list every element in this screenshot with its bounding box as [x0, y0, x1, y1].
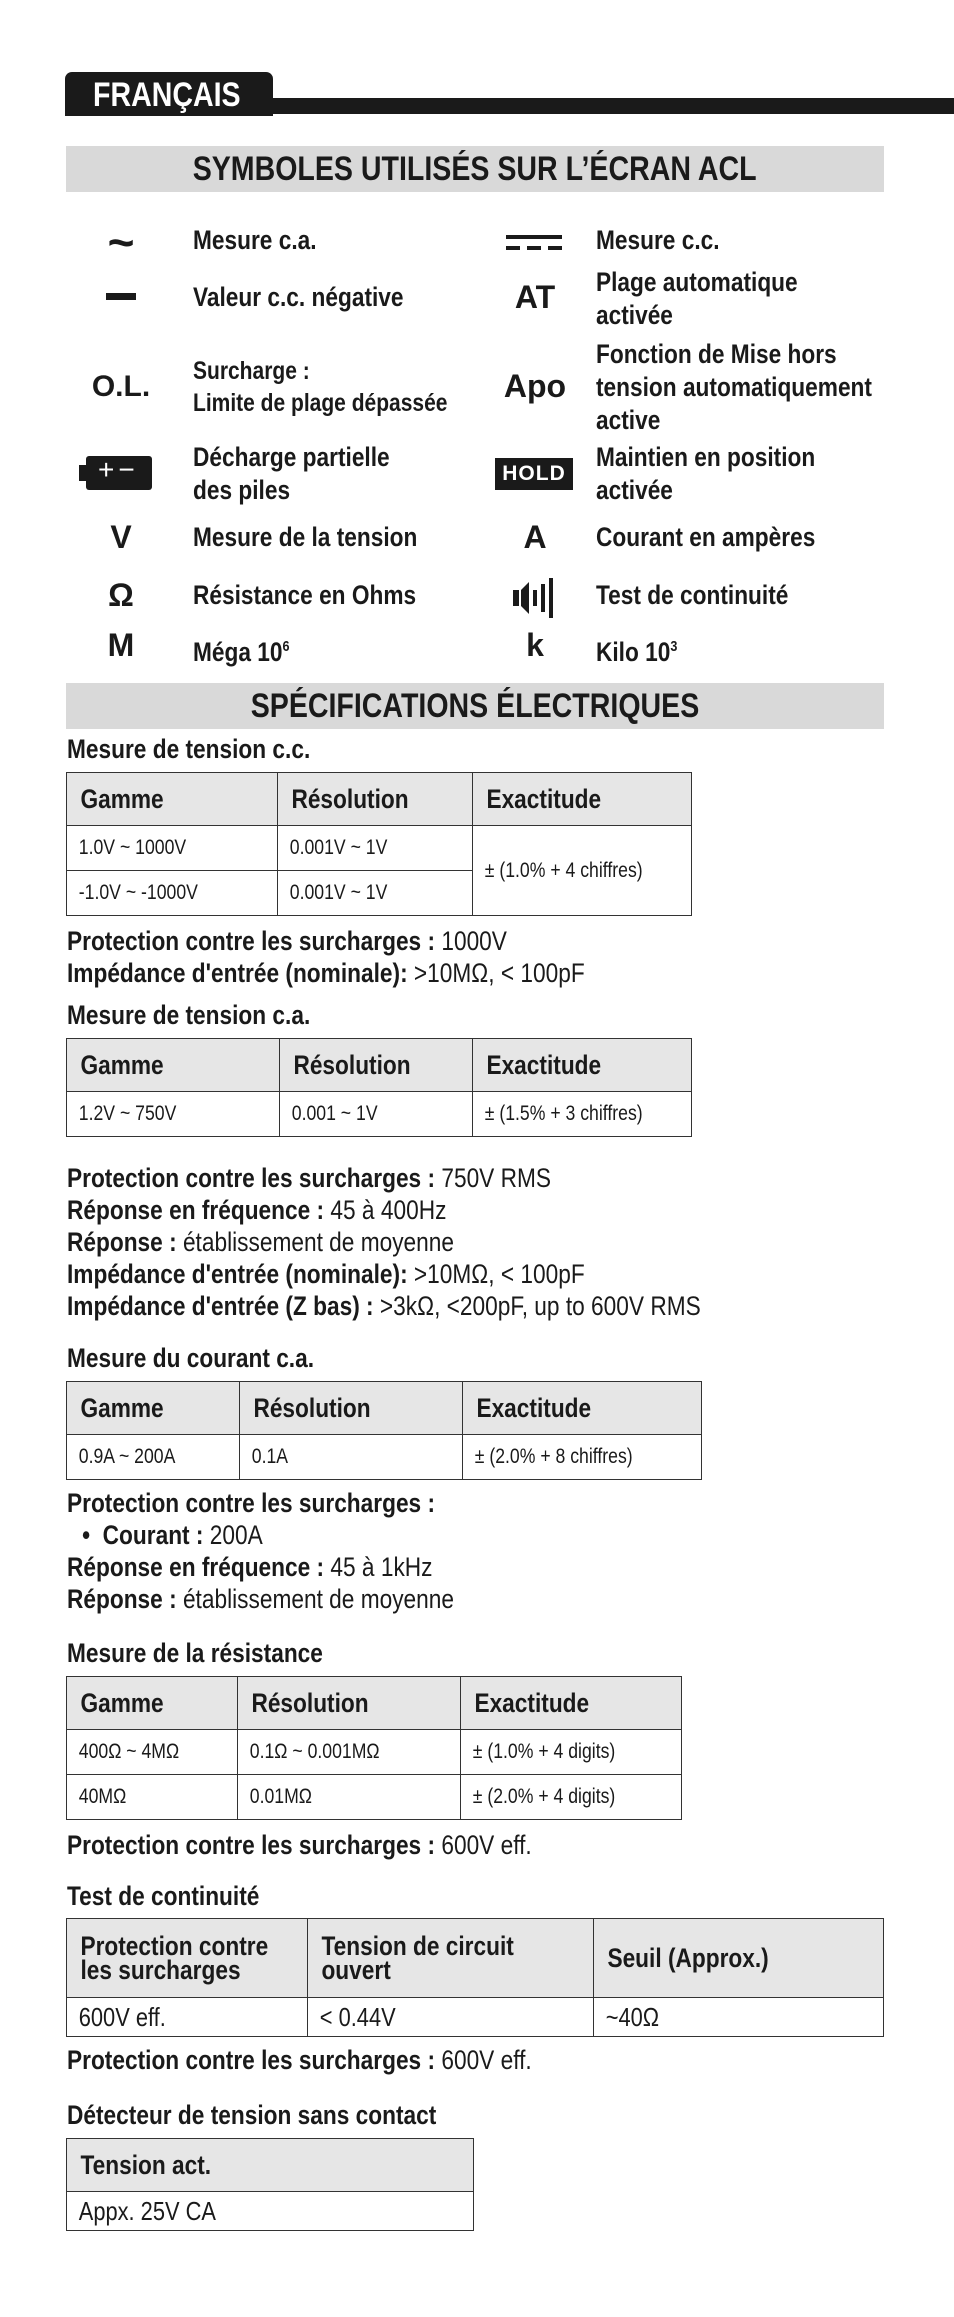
symbol-label-mega: Méga $10^6$: [193, 637, 290, 667]
table-header-row: Gamme Résolution Exactitude: [67, 1382, 702, 1435]
symbol-label-battery: Décharge partielle des piles: [193, 442, 390, 505]
language-label: FRANÇAIS: [93, 76, 241, 114]
ncv-title: Détecteur de tension sans contact: [67, 2100, 437, 2130]
continuity-icon: [513, 578, 557, 618]
ncv-table: [66, 2138, 474, 2231]
ac-voltage-notes: Protection contre les surcharges : 750V RMS Réponse en fréquence : 45 à 400Hz Réponse : établissement de moyenne Impédance d'entrée (nominale): >10MΩ, < 100pF Impédance d'entrée (Z bas) : >3kΩ, <200pF, up to 600V RMS: [67, 1163, 701, 1321]
table-row: 400Ω ~ 4MΩ 0.1Ω ~ 0.001MΩ ± (1.0% + 4 digits): [67, 1730, 682, 1775]
table-row: 40MΩ 0.01MΩ ± (2.0% + 4 digits): [67, 1775, 682, 1820]
dc-voltage-notes: Protection contre les surcharges : 1000V Impédance d'entrée (nominale): >10MΩ, < 100pF: [67, 926, 585, 988]
bullet: •: [82, 1520, 91, 1550]
symbol-label-voltage: Mesure de la tension: [193, 522, 418, 552]
continuity-note: Protection contre les surcharges : 600V eff.: [67, 2045, 532, 2075]
table-row: Appx. 25V CA: [67, 2192, 474, 2231]
symbol-label-ac: Mesure c.a.: [193, 225, 317, 255]
dc-voltage-title: Mesure de tension c.c.: [67, 734, 311, 764]
kilo-symbol: k: [526, 627, 544, 663]
symbols-title: SYMBOLES UTILISÉS SUR L’ÉCRAN ACL: [193, 150, 757, 188]
ac-current-title: Mesure du courant c.a.: [67, 1343, 315, 1373]
mega-symbol: M: [107, 627, 135, 663]
resistance-note: Protection contre les surcharges : 600V eff.: [67, 1830, 532, 1860]
table-row: 600V eff. < 0.44V ~40Ω: [67, 1998, 884, 2037]
language-tab: [65, 72, 273, 116]
ohm-symbol: Ω: [108, 577, 134, 613]
resistance-title: Mesure de la résistance: [67, 1638, 323, 1668]
symbol-label-continuity: Test de continuité: [596, 580, 789, 610]
table-header-row: Gamme Résolution Exactitude: [67, 1677, 682, 1730]
table-row: 1.2V ~ 750V 0.001 ~ 1V ± (1.5% + 3 chiffres): [67, 1092, 692, 1137]
overload-symbol: O.L.: [91, 370, 151, 403]
dc-voltage-table: [66, 772, 692, 916]
symbol-label-overload: Surcharge : Limite de plage dépassée: [193, 357, 448, 417]
ac-voltage-title: Mesure de tension c.a.: [67, 1000, 311, 1030]
dc-symbol-icon: [506, 233, 562, 253]
symbol-label-amps: Courant en ampères: [596, 522, 816, 552]
resistance-table: [66, 1676, 682, 1820]
table-header-row: Tension act.: [67, 2139, 474, 2192]
ac-current-table: [66, 1381, 702, 1480]
table-header-row: Gamme Résolution Exactitude: [67, 773, 692, 826]
apo-symbol: Apo: [503, 368, 567, 404]
symbol-label-hold: Maintien en position activée: [596, 442, 816, 505]
low-battery-icon: +−: [86, 456, 152, 490]
negative-symbol-icon: [106, 293, 136, 300]
symbol-label-kilo: Kilo $10^3$: [596, 637, 678, 667]
amps-symbol: A: [523, 519, 547, 555]
symbols-banner: [66, 146, 884, 192]
hold-symbol: HOLD: [495, 458, 573, 490]
voltage-symbol: V: [110, 519, 132, 555]
electrical-banner: [66, 683, 884, 729]
table-row: 0.9A ~ 200A 0.1A ± (2.0% + 8 chiffres): [67, 1435, 702, 1480]
electrical-title: SPÉCIFICATIONS ÉLECTRIQUES: [250, 687, 700, 725]
table-header-row: Gamme Résolution Exactitude: [67, 1039, 692, 1092]
table-row: 1.0V ~ 1000V 0.001V ~ 1V ± (1.0% + 4 chiffres): [67, 826, 692, 871]
table-header-row: Protection contre les surcharges Tension de circuit ouvert Seuil (Approx.): [67, 1919, 884, 1998]
symbol-label-autorange: Plage automatique activée: [596, 267, 798, 330]
symbol-label-dc: Mesure c.c.: [596, 225, 720, 255]
symbol-label-apo: Fonction de Mise hors tension automatiquement active: [596, 339, 872, 435]
header-rule: [263, 98, 954, 114]
symbol-label-ohms: Résistance en Ohms: [193, 580, 417, 610]
ac-voltage-table: [66, 1038, 692, 1137]
continuity-title: Test de continuité: [67, 1881, 260, 1911]
continuity-table: [66, 1918, 884, 2037]
ac-current-notes: Protection contre les surcharges : • Courant : 200A Réponse en fréquence : 45 à 1kHz Réponse : établissement de moyenne: [67, 1488, 455, 1614]
table-row: -1.0V ~ -1000V 0.001V ~ 1V: [67, 871, 692, 916]
symbol-label-negative: Valeur c.c. négative: [193, 282, 404, 312]
autorange-symbol: AT: [514, 279, 556, 315]
ac-symbol-icon: ~: [107, 216, 135, 268]
